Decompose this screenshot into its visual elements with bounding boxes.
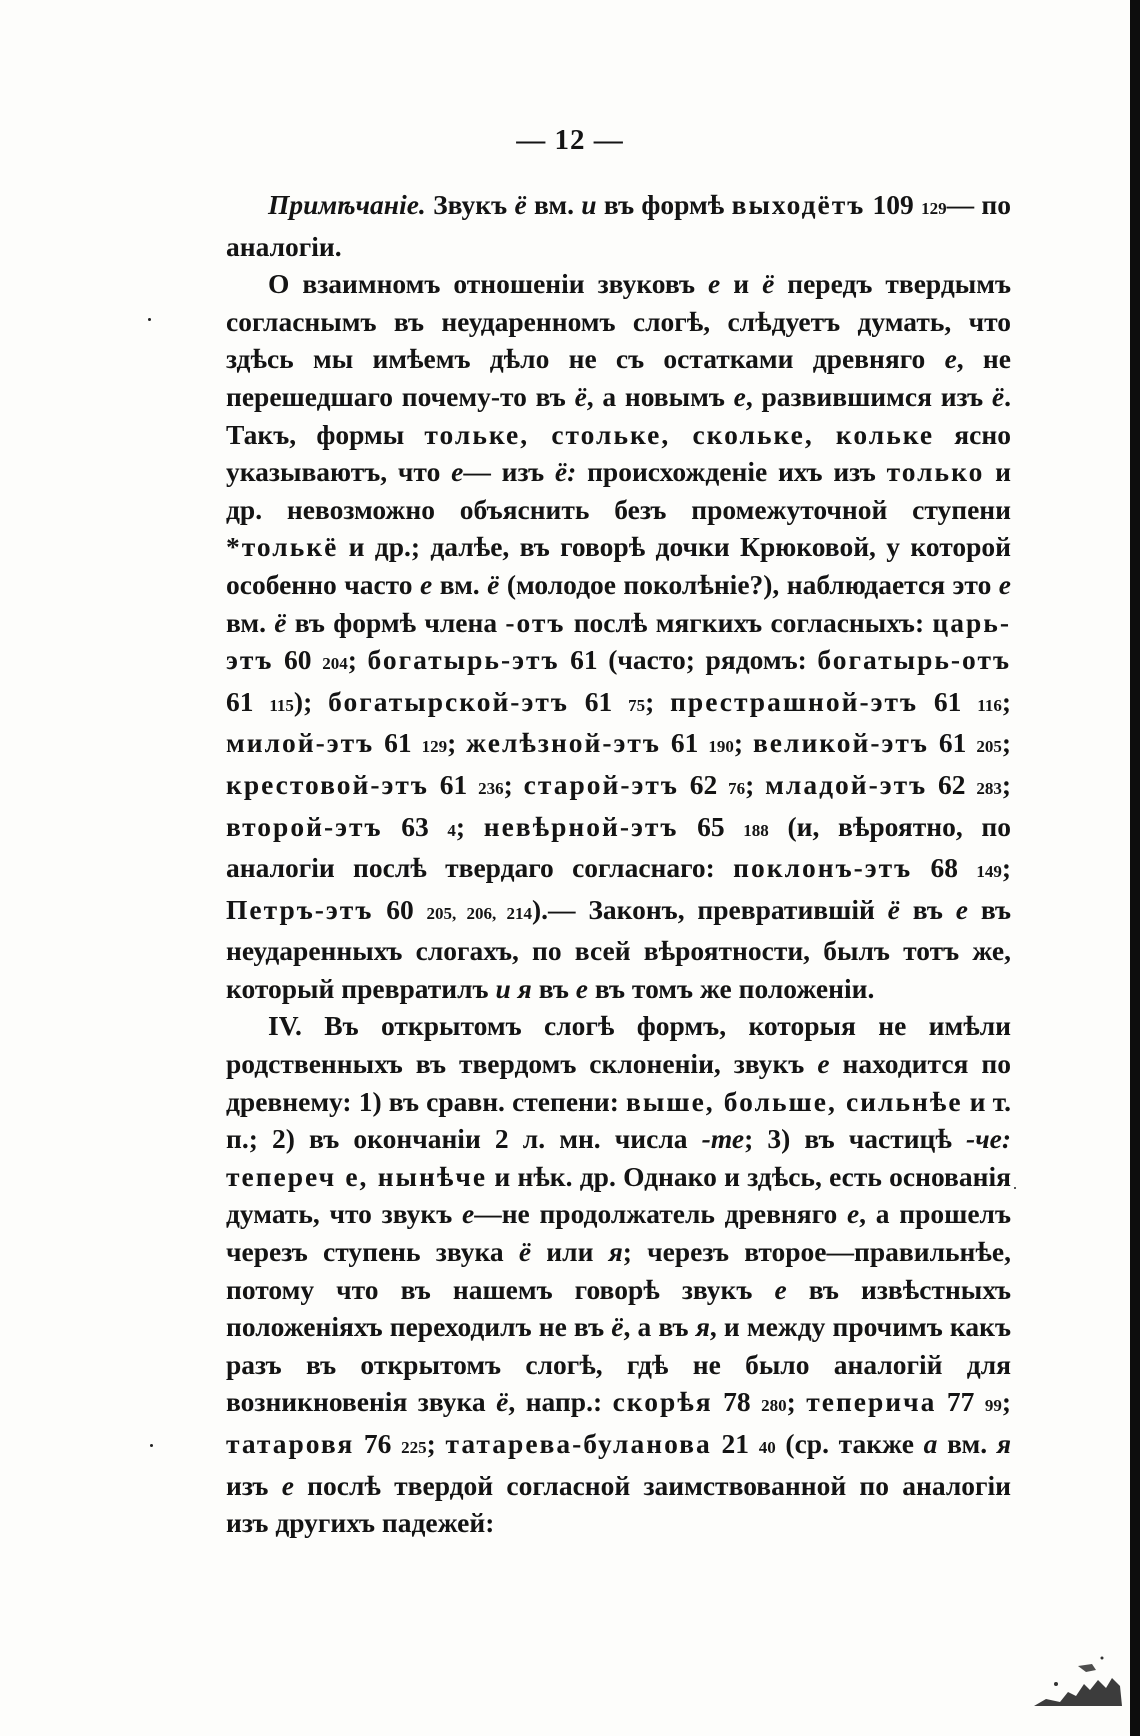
line-reference: 149 [976, 862, 1002, 882]
text-run: въ неударенныхъ слогахъ, по всей вѣроятности, былъ тотъ же, который превратилъ [226, 893, 1012, 1004]
line-reference: 116 [977, 695, 1002, 715]
text-run: я [608, 1236, 623, 1268]
text-run: IV. Въ открытомъ слогѣ формъ, которыя не имѣли родственныхъ въ твердомъ склоненіи, звукъ [226, 1010, 1011, 1080]
text-run: послѣ мягкихъ согласныхъ: [565, 606, 933, 638]
text-run: и т. п.; 2) въ окончаніи 2 л. мн. числа [226, 1085, 1011, 1155]
text-run: и др. невозможно объяснить безъ промежуточной ступени [226, 456, 1011, 525]
text-run: желѣзной-этъ [466, 727, 661, 759]
text-run: послѣ твердой согласной заимствованной по аналогіи изъ другихъ падежей: [226, 1469, 1011, 1539]
text-run: е [281, 1469, 294, 1501]
text-run: е [944, 343, 957, 375]
line-reference: 76 [728, 778, 746, 798]
text-run: , и между прочимъ какъ разъ въ открытомъ слогѣ, гдѣ не было аналогій для возникновенія звука [226, 1311, 1011, 1418]
text-run: въ формѣ члена [286, 606, 506, 638]
text-run: ё [518, 1236, 532, 1268]
text-run: е [451, 456, 464, 488]
text-run: 61 [226, 685, 270, 717]
line-reference: 205 [976, 737, 1002, 757]
paragraph-3 [226, 1007, 1011, 1541]
text-run: 62 [927, 768, 977, 800]
page-edge-shadow [1130, 0, 1140, 1736]
text-run: ё [762, 268, 775, 300]
text-run: ); [293, 685, 329, 717]
text-run: е [420, 568, 433, 600]
text-run: богатырь-этъ [367, 644, 560, 676]
text-run: ; [347, 644, 368, 676]
scan-speck [1014, 1187, 1016, 1189]
text-run: скорѣя [612, 1386, 713, 1418]
text-run: передъ твердымъ согласнымъ въ неударенномъ слогѣ, слѣдуетъ думать, что здѣсь мы имѣемъ дѣло не съ остатками древняго [226, 268, 1011, 375]
line-reference: 129 [421, 737, 448, 757]
text-run: престрашной-этъ [670, 685, 919, 717]
line-reference: 129 [921, 199, 947, 218]
text-run: ё [514, 189, 527, 220]
text-run: —не продолжатель древняго [474, 1198, 847, 1230]
text-run: О взаимномъ отношеніи звуковъ [268, 268, 709, 300]
text-run: въ формѣ [596, 189, 732, 220]
text-run: ; 3) въ частицѣ [744, 1123, 967, 1155]
text-run: младой-этъ [765, 768, 928, 800]
text-run: только [886, 456, 985, 488]
text-run: Звукъ [425, 189, 515, 220]
text-run: *толькё [226, 531, 339, 563]
text-run: ; [1001, 685, 1011, 717]
text-run: — по аналогіи. [226, 189, 1011, 262]
text-run: е [461, 1198, 475, 1230]
text-run: 60 [273, 644, 323, 676]
line-reference: 99 [984, 1396, 1002, 1416]
text-run: ё: [554, 456, 577, 488]
text-run: ; [1001, 768, 1012, 800]
text-run: (молодое поколѣніе?), наблюдается это [499, 568, 999, 600]
text-run: ё [487, 568, 500, 600]
text-run: 61 [568, 685, 629, 717]
text-run: ё [274, 606, 287, 638]
scan-speck [148, 318, 151, 321]
paragraph-note [226, 186, 1011, 265]
line-reference: 236 [478, 778, 504, 798]
text-run: — изъ [463, 456, 555, 488]
text-run: 21 [711, 1428, 759, 1459]
text-run: , развившимся изъ [745, 380, 992, 412]
text-run: е [575, 972, 588, 1004]
text-run: 76 [354, 1428, 402, 1459]
text-run: теперича [806, 1386, 937, 1418]
text-run: въ извѣстныхъ положеніяхъ переходилъ не въ [226, 1273, 1012, 1343]
text-run: въ [899, 893, 956, 925]
text-run: 78 [712, 1386, 762, 1418]
text-run: е [733, 380, 746, 412]
line-reference: 75 [628, 695, 646, 715]
text-run: я [996, 1428, 1011, 1459]
text-run: поклонъ-этъ [733, 852, 913, 884]
line-reference: 115 [269, 695, 294, 715]
text-run: ; [786, 1386, 807, 1418]
text-run: изъ [226, 1469, 282, 1501]
text-run: царь-этъ [226, 606, 1011, 676]
text-run: ё [991, 380, 1005, 412]
text-run: . Такъ, формы [226, 380, 1011, 450]
text-run: и [495, 972, 511, 1004]
line-reference: 190 [708, 737, 734, 757]
text-run: татарева-буланова [445, 1428, 712, 1459]
text-run: (и, вѣроятно, по аналогіи послѣ твердаго согласнаго: [226, 810, 1012, 884]
text-run: 62 [678, 768, 729, 800]
text-run: ё [887, 893, 900, 925]
text-run: ; [447, 727, 467, 759]
text-run: 61 [928, 727, 977, 759]
text-run: ; [426, 1428, 446, 1459]
text-run: богатырской-этъ [328, 685, 569, 717]
text-run: старой-этъ [523, 768, 679, 800]
text-run: -че: [966, 1123, 1011, 1155]
text-run: ; [1001, 1386, 1011, 1418]
text-run: 61 [660, 727, 709, 759]
text-run: и др.; далѣе, въ говорѣ дочки Крюковой, у которой особенно часто [226, 531, 1011, 600]
text-run: е [817, 1048, 830, 1080]
text-run: ; [733, 727, 753, 759]
text-run: ясно указываютъ, что [226, 418, 1011, 488]
text-run: е [846, 1198, 860, 1230]
text-run: 61 [918, 685, 978, 717]
text-run: тепереч е, нынѣче [226, 1160, 488, 1192]
line-reference: 225 [401, 1438, 427, 1457]
line-reference: 204 [322, 654, 348, 674]
text-run: богатырь-отъ [817, 644, 1011, 676]
text-run: 63 [382, 810, 448, 842]
text-run: тольке, стольке, скольке, кольке [424, 418, 935, 450]
text-run: и [720, 268, 763, 300]
text-run: вм. [937, 1428, 997, 1459]
text-run: ; [745, 768, 766, 800]
text-run: а [923, 1428, 938, 1459]
text-run: ё [574, 380, 587, 412]
paragraph-2 [226, 265, 1011, 1007]
text-run: -отъ [505, 606, 566, 638]
text-run: е [708, 268, 721, 300]
text-run: выше, больше, сильнѣе [626, 1085, 963, 1117]
text-run: ; черезъ второе—правильнѣе, потому что въ нашемъ говорѣ звукъ [226, 1236, 1011, 1305]
text-run: происхожденіе ихъ изъ [576, 456, 887, 488]
note-label: Примѣчаніе. [268, 189, 426, 220]
text-run: , а новымъ [586, 380, 734, 412]
body-text [226, 186, 1011, 1542]
text-run: въ томъ же положеніи. [587, 972, 875, 1004]
text-run: вм. [226, 606, 275, 638]
text-run: 60 [373, 893, 427, 925]
text-run: 68 [912, 852, 977, 884]
text-run: выходётъ [731, 189, 866, 220]
text-run: вм. [432, 568, 488, 600]
text-run: и нѣк. др. Однако и здѣсь, есть основанія думать, что звукъ [226, 1160, 1011, 1230]
text-run: е [998, 568, 1011, 600]
text-run: 61 [428, 768, 479, 800]
text-run: , а въ [623, 1311, 696, 1343]
text-run: 61 [374, 727, 422, 759]
text-run: татаровя [226, 1428, 355, 1459]
text-run: (ср. также [775, 1428, 924, 1459]
text-run: -те [701, 1123, 745, 1155]
text-run: , не перешедшаго почему-то въ [226, 343, 1011, 412]
page-number: — 12 — [516, 124, 624, 156]
line-reference: 188 [743, 820, 769, 840]
text-run: , напр.: [508, 1386, 613, 1418]
text-run: я [695, 1311, 710, 1343]
text-run: ).— Законъ, превратившій [531, 893, 888, 925]
text-run: 61 (часто; рядомъ: [559, 644, 818, 676]
text-run: ; [503, 768, 524, 800]
text-run: невѣрной-этъ [483, 810, 679, 842]
text-run: вм. [526, 189, 582, 220]
text-run: милой-этъ [226, 727, 375, 759]
text-run: ; [1001, 852, 1011, 884]
text-run: ; [645, 685, 671, 717]
scan-smudge [1016, 1644, 1126, 1714]
line-reference: 4 [447, 820, 456, 840]
text-run: Петръ-этъ [226, 893, 374, 925]
text-run: ё [611, 1311, 624, 1343]
text-run: и [581, 189, 597, 220]
text-run: ; [455, 810, 484, 842]
text-run: въ [531, 972, 576, 1004]
text-run: ; [1001, 727, 1011, 759]
scan-speck [150, 1444, 153, 1447]
line-reference: 283 [976, 778, 1002, 798]
text-run: великой-этъ [752, 727, 929, 759]
text-run: я [517, 972, 532, 1004]
text-run: 65 [678, 810, 744, 842]
text-run: 109 [865, 189, 922, 220]
text-run: ё [496, 1386, 509, 1418]
line-reference: 280 [761, 1396, 787, 1416]
text-run: е [774, 1273, 787, 1305]
text-run: крестовой-этъ [226, 768, 429, 800]
text-run: е [955, 893, 968, 925]
text-run [511, 973, 518, 1004]
text-run: 77 [936, 1386, 985, 1418]
line-reference: 40 [758, 1438, 776, 1457]
text-run: , а прошелъ черезъ ступень звука [226, 1198, 1011, 1268]
text-run: или [531, 1236, 609, 1268]
text-run: находится по древнему: 1) въ сравн. степени: [226, 1048, 1011, 1117]
line-reference: 205, 206, 214 [426, 903, 532, 923]
text-run: второй-этъ [226, 810, 383, 842]
